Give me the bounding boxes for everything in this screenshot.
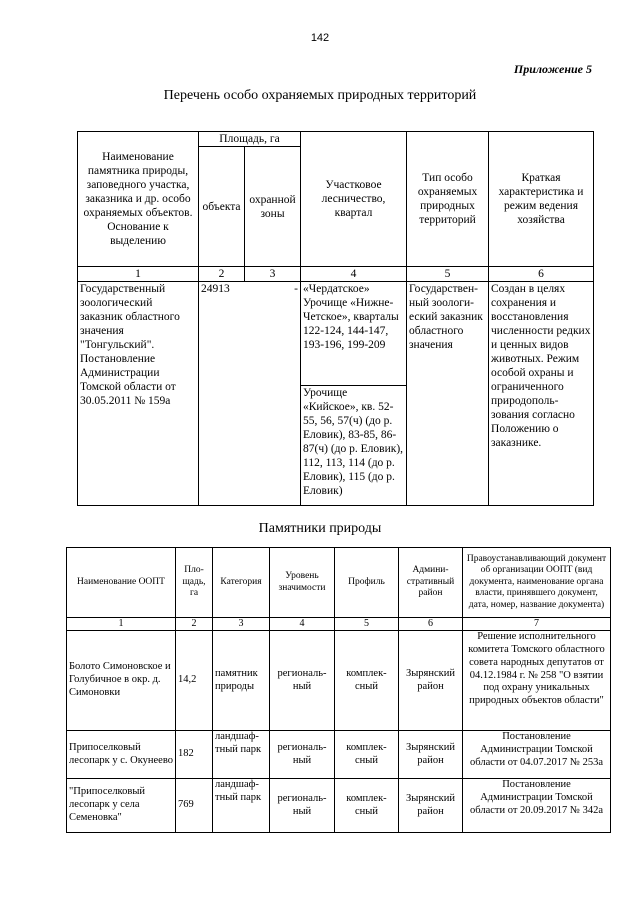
header-area-object: объекта — [199, 147, 245, 267]
oopt-area: 14,2 — [176, 631, 213, 731]
oopt-profile: комплек-сный — [335, 631, 399, 731]
appendix-label: Приложение 5 — [513, 62, 592, 76]
column-number: 1 — [67, 618, 176, 631]
header-name: Наименование памятника природы, заповедного участка, заказника и др. особо охраняемых объектов. Основание к выделению — [78, 132, 199, 267]
column-number: 1 — [78, 267, 199, 282]
header-type: Тип особо охраняемых природных территорий — [407, 132, 489, 267]
natural-monuments-table — [66, 547, 611, 833]
oopt-document: Постановление Администрации Томской области от 20.09.2017 № 342а — [463, 779, 611, 833]
reserve-name: Государственный зоологический заказник областного значения "Тонгульский". Постановление Администрации Томской области от 30.05.2011 № 159а — [78, 282, 199, 506]
oopt-document: Постановление Администрации Томской области от 04.07.2017 № 253а — [463, 731, 611, 779]
oopt-profile: комплек-сный — [335, 731, 399, 779]
oopt-significance: региональ-ный — [270, 779, 335, 833]
page-title: Перечень особо охраняемых природных территорий — [163, 88, 477, 103]
oopt-category: ландшаф-тный парк — [213, 731, 270, 779]
header-district: Админи-стративный район — [399, 548, 463, 618]
column-number: 3 — [245, 267, 301, 282]
page-number: 142 — [310, 32, 330, 44]
oopt-area: 182 — [176, 731, 213, 779]
oopt-district: Зырянский район — [399, 779, 463, 833]
oopt-district: Зырянский район — [399, 731, 463, 779]
table-row — [67, 731, 611, 779]
column-number: 6 — [399, 618, 463, 631]
column-number: 3 — [213, 618, 270, 631]
reserve-forestry-chordatskoe: «Чердатское» Урочище «Нижне-Четское», кварталы 122-124, 144-147, 193-196, 199-209 — [301, 282, 407, 386]
reserve-type: Государствен-ный зоологи-еский заказник областного значения — [407, 282, 489, 506]
column-number: 5 — [407, 267, 489, 282]
oopt-document: Решение исполнительного комитета Томского областного совета народных депутатов от 04.12.1984 г. № 258 "О взятии под охрану уникальных природных объектов области" — [463, 631, 611, 731]
header-forestry: Участковое лесничество, квартал — [301, 132, 407, 267]
header-oopt-area: Пло-щадь, га — [176, 548, 213, 618]
column-number: 2 — [199, 267, 245, 282]
table-row — [67, 779, 611, 833]
table-row — [67, 631, 611, 731]
oopt-significance: региональ-ный — [270, 631, 335, 731]
reserve-description: Создан в целях сохранения и восстановления численности редких и ценных видов животных. Режим особой охраны и ограниченного природополь-зования согласно Положению о заказнике. — [489, 282, 594, 506]
column-number: 5 — [335, 618, 399, 631]
oopt-category: памятник природы — [213, 631, 270, 731]
header-description: Краткая характеристика и режим ведения хозяйства — [489, 132, 594, 267]
oopt-name: "Припоселковый лесопарк у села Семеновка" — [67, 779, 176, 833]
section-subtitle: Памятники природы — [258, 521, 382, 536]
column-number: 4 — [301, 267, 407, 282]
oopt-profile: комплек-сный — [335, 779, 399, 833]
protected-areas-table — [77, 131, 594, 506]
reserve-forestry-kiyskoe: Урочище «Кийское», кв. 52-55, 56, 57(ч) (до р. Еловик), 83-85, 86-87(ч) (до р. Еловик), 112, 113, 114 (до р. Еловик), 115 (до р. Еловик) — [301, 386, 407, 506]
header-profile: Профиль — [335, 548, 399, 618]
header-category: Категория — [213, 548, 270, 618]
oopt-name: Болото Симоновское и Голубичное в окр. д. Симоновки — [67, 631, 176, 731]
reserve-area-zone: - — [245, 282, 301, 506]
header-oopt-name: Наименование ООПТ — [67, 548, 176, 618]
reserve-area-object: 24913 — [199, 282, 245, 506]
column-number: 2 — [176, 618, 213, 631]
oopt-district: Зырянский район — [399, 631, 463, 731]
column-number: 4 — [270, 618, 335, 631]
oopt-area: 769 — [176, 779, 213, 833]
oopt-name: Припоселковый лесопарк у с. Окунеево — [67, 731, 176, 779]
column-number: 6 — [489, 267, 594, 282]
header-area: Площадь, га — [199, 132, 301, 147]
header-area-zone: охранной зоны — [245, 147, 301, 267]
oopt-category: ландшаф-тный парк — [213, 779, 270, 833]
oopt-significance: региональ-ный — [270, 731, 335, 779]
header-document: Правоустанавливающий документ об организации ООПТ (вид документа, наименование органа власти, принявшего документ, дата, номер, название документа) — [463, 548, 611, 618]
column-number: 7 — [463, 618, 611, 631]
header-significance: Уровень значимости — [270, 548, 335, 618]
